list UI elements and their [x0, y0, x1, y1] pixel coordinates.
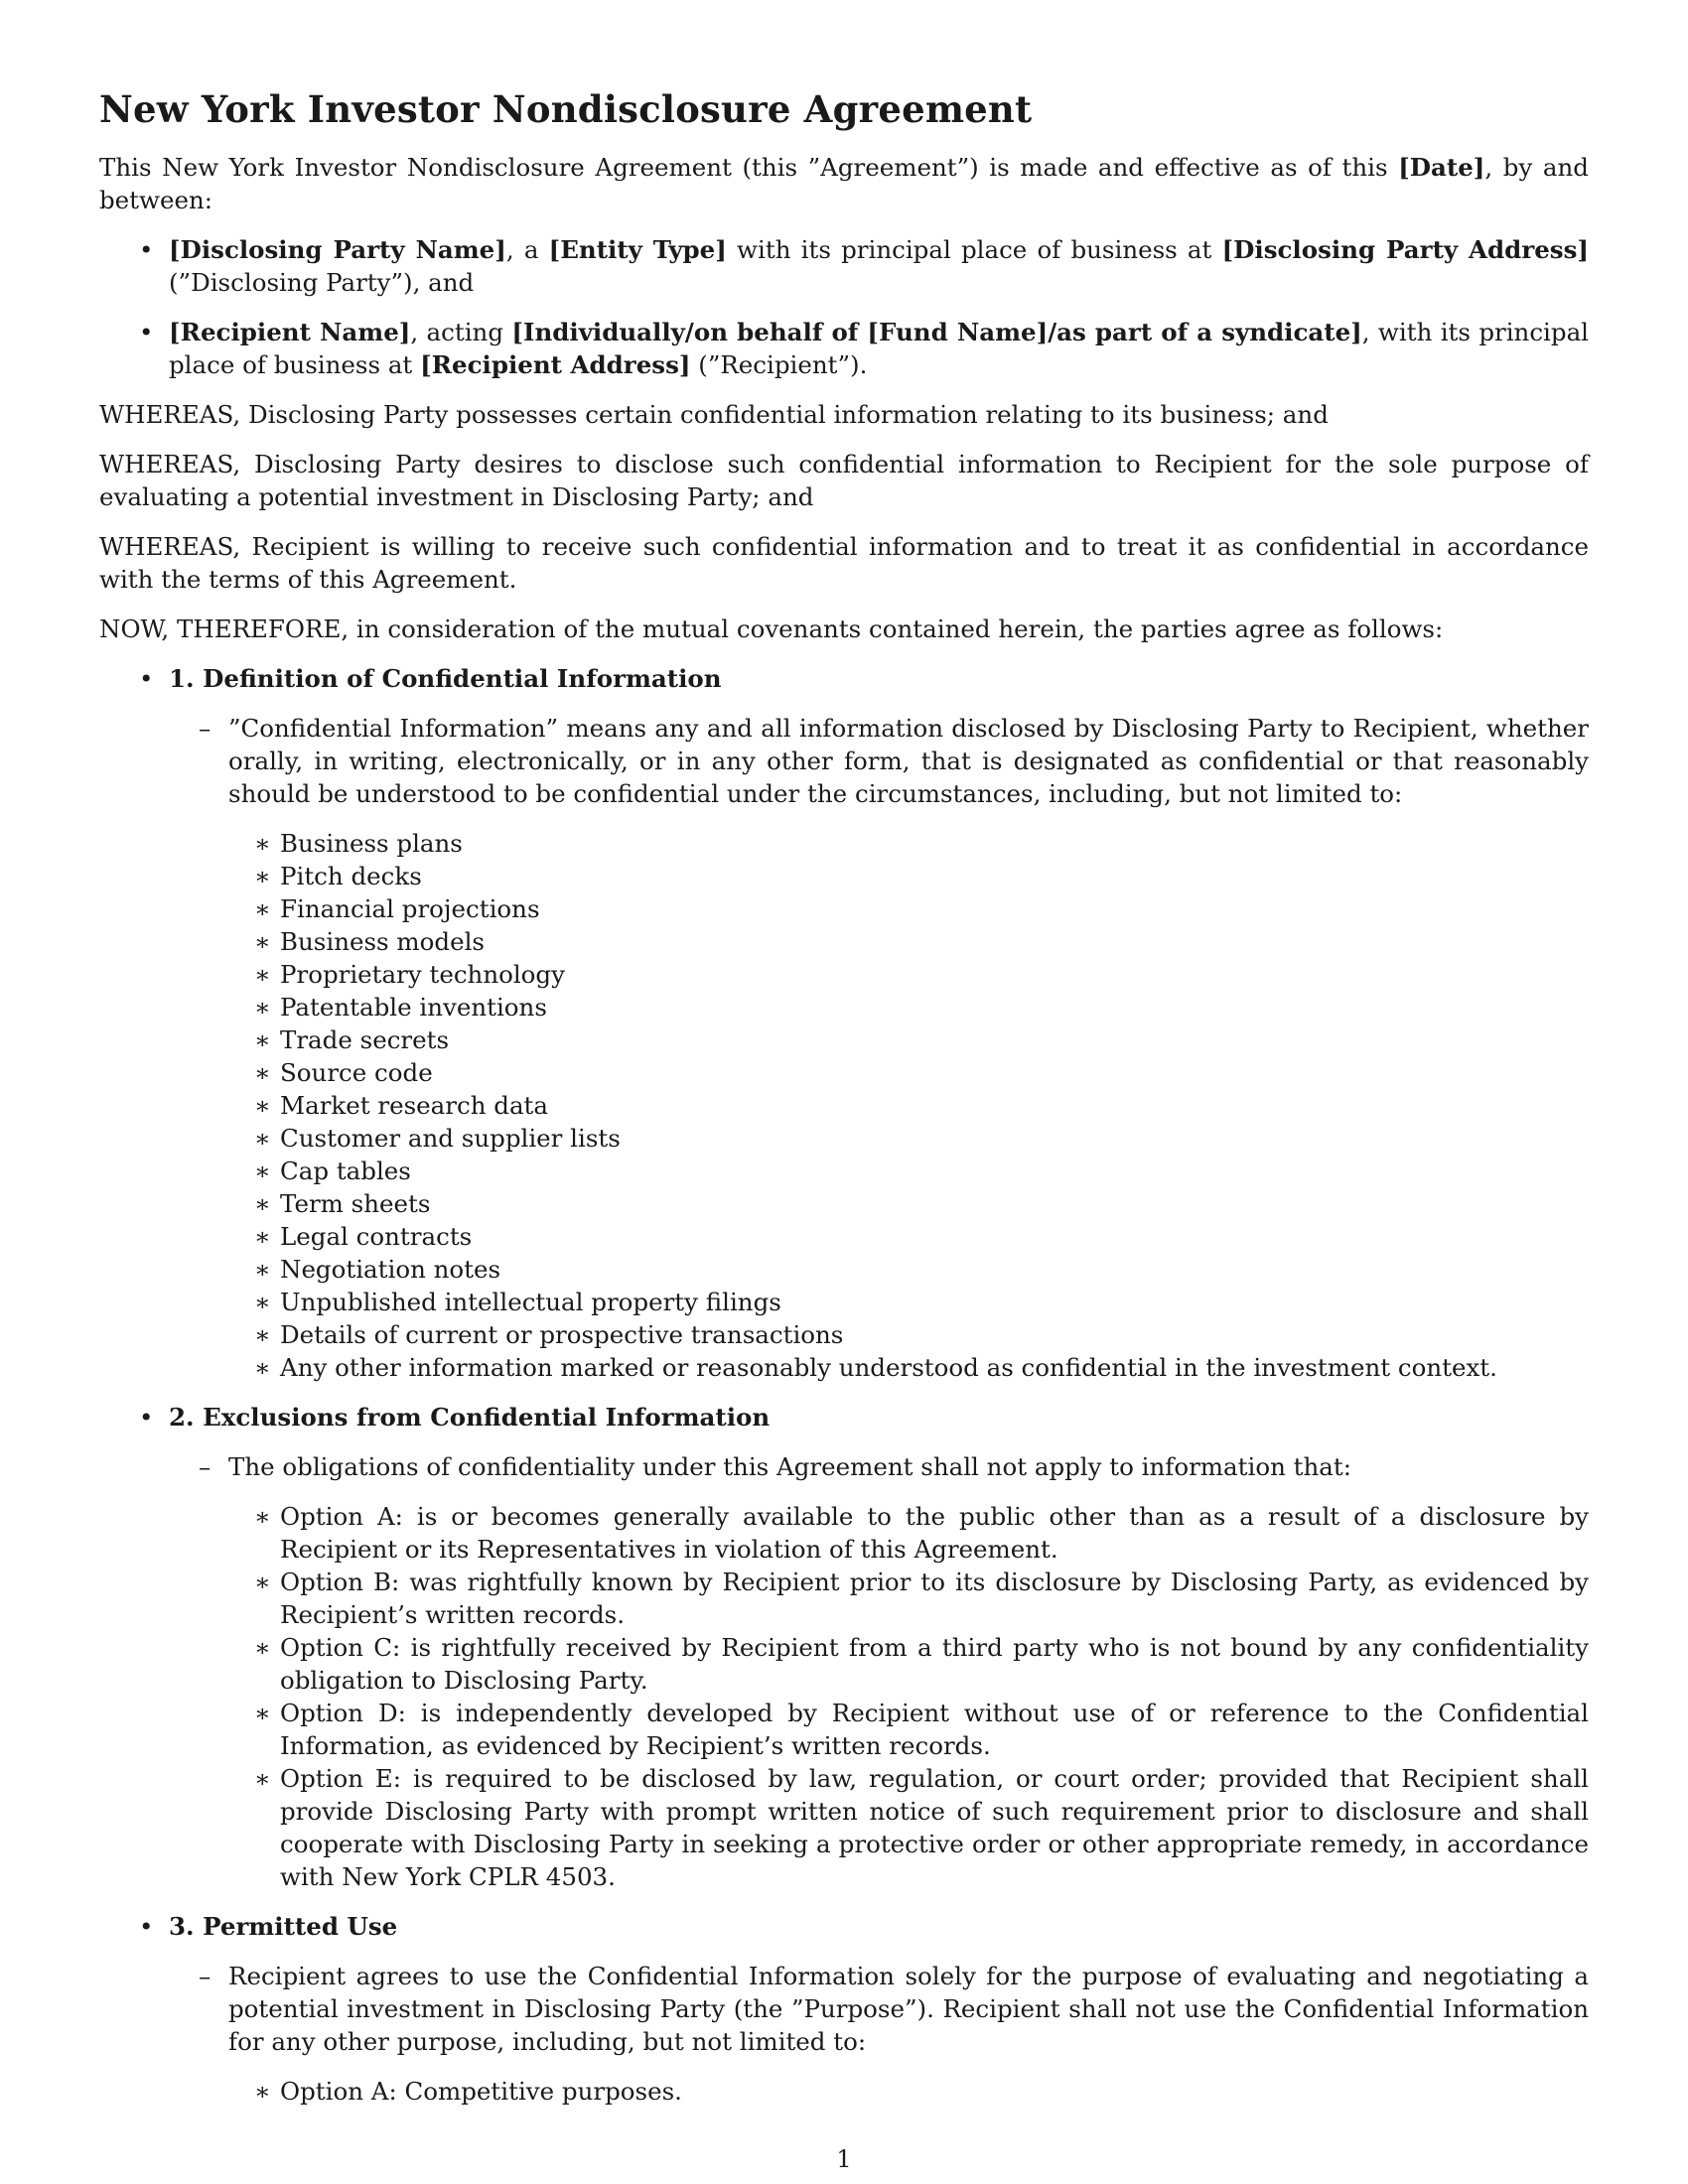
star-marker: ∗ — [254, 927, 271, 956]
star-marker: ∗ — [254, 829, 271, 858]
list-item — [228, 1762, 1589, 1893]
star-marker: ∗ — [254, 1633, 271, 1662]
list-item — [228, 827, 1589, 860]
list-item — [228, 958, 1589, 991]
recital-now-therefore: NOW, THEREFORE, in consideration of the mutual covenants contained herein, the parties agree as follows: — [99, 614, 1444, 643]
star-marker: ∗ — [254, 894, 271, 923]
list-item-text: Business models — [280, 927, 485, 956]
list-item-text: Details of current or prospective transactions — [280, 1320, 844, 1349]
page-number: 1 — [836, 2145, 852, 2173]
list-item-text: Option D: is independently developed by Recipient without use of or reference to the Confidential Information, as evidenced by Recipient’s written records. — [280, 1699, 1589, 1760]
bullet-marker: • — [139, 318, 154, 346]
list-item — [228, 925, 1589, 958]
recipient-name: [Recipient Name] — [169, 318, 411, 346]
list-item-text: Option E: is required to be disclosed by law, regulation, or court order; provided that Recipient shall provide Disclosing Party with prompt written notice of such requirement prior to disclosure and shall cooperate with Disclosing Party in seeking a protective order or other appropriate remedy, in accordance with New York CPLR 4503. — [280, 1764, 1589, 1891]
list-item-text: Option B: was rightfully known by Recipient prior to its disclosure by Disclosing Party, as evidenced by Recipient’s written records. — [280, 1568, 1589, 1629]
party-text: , acting — [410, 318, 512, 346]
recital-3: WHEREAS, Recipient is willing to receive such confidential information and to treat it as confidential in accordance with the terms of this Agreement. — [99, 532, 1589, 594]
section-heading: 3. Permitted Use — [169, 1912, 398, 1941]
list-item-text: Business plans — [280, 829, 463, 858]
list-item — [228, 1697, 1589, 1762]
star-marker: ∗ — [254, 862, 271, 890]
list-item — [228, 1122, 1589, 1155]
list-item-text: Source code — [280, 1058, 433, 1087]
star-marker: ∗ — [254, 1091, 271, 1120]
date-placeholder: [Date] — [1398, 153, 1485, 182]
section-heading: 1. Definition of Confidential Information — [169, 664, 722, 693]
star-marker: ∗ — [254, 1699, 271, 1727]
party-text: , with its principal place of business at — [169, 318, 1590, 379]
list-item — [228, 1253, 1589, 1286]
list-item-text: Option A: Competitive purposes. — [280, 2077, 682, 2106]
intro-text-start: This New York Investor Nondisclosure Agreement (this ”Agreement”) is made and effective as of this — [99, 153, 1399, 182]
list-item — [228, 991, 1589, 1024]
bullet-marker: • — [139, 1912, 154, 1941]
list-item — [228, 1056, 1589, 1089]
disclosing-party-name: [Disclosing Party Name] — [169, 235, 506, 264]
party-text: with its principal place of business at — [726, 235, 1222, 264]
list-item-text: Patentable inventions — [280, 993, 547, 1022]
list-item — [228, 1155, 1589, 1187]
star-marker: ∗ — [254, 1568, 271, 1596]
recipient-capacity: [Individually/on behalf of [Fund Name]/as part of a syndicate] — [511, 318, 1362, 346]
section-text — [169, 712, 1589, 1384]
party-text: , a — [505, 235, 549, 264]
disclosing-party-address: [Disclosing Party Address] — [1221, 235, 1589, 264]
star-marker: ∗ — [254, 1189, 271, 1218]
list-item-text: Market research data — [280, 1091, 549, 1120]
list-item-text: Negotiation notes — [280, 1255, 501, 1284]
document-title: New York Investor Nondisclosure Agreement — [99, 87, 1033, 131]
party-text: (”Disclosing Party”), and — [169, 268, 475, 297]
star-marker: ∗ — [254, 1353, 271, 1382]
section-2 — [99, 1401, 1589, 1893]
intro-paragraph — [99, 151, 1589, 216]
star-marker: ∗ — [254, 2077, 271, 2106]
list-item — [228, 1024, 1589, 1056]
intro-text-end: , by and between: — [99, 153, 1589, 214]
section-body — [169, 1450, 1589, 1893]
list-item-text: Option C: is rightfully received by Recipient from a third party who is not bound by any confidentiality obligation to Disclosing Party. — [280, 1633, 1589, 1695]
section-items — [228, 1500, 1589, 1893]
star-marker: ∗ — [254, 1320, 271, 1349]
bullet-marker: • — [139, 1403, 154, 1432]
sections-list — [99, 662, 1589, 2108]
bullet-marker: • — [139, 235, 154, 264]
section-body — [169, 712, 1589, 1384]
section-3 — [99, 1910, 1589, 2108]
star-marker: ∗ — [254, 1222, 271, 1251]
star-marker: ∗ — [254, 1058, 271, 1087]
entity-type: [Entity Type] — [548, 235, 727, 264]
section-paragraph: Recipient agrees to use the Confidential Information solely for the purpose of evaluating and negotiating a potential investment in Disclosing Party (the ”Purpose”). Recipient shall not use the Confidential Information for any other purpose, including, but not limited to: — [228, 1962, 1589, 2056]
list-item-text: Unpublished intellectual property filings — [280, 1288, 781, 1316]
bullet-marker: • — [139, 664, 154, 693]
star-marker: ∗ — [254, 1255, 271, 1284]
section-heading: 2. Exclusions from Confidential Information — [169, 1403, 771, 1432]
star-marker: ∗ — [254, 1025, 271, 1054]
recital-1: WHEREAS, Disclosing Party possesses certain confidential information relating to its business; and — [99, 400, 1329, 429]
party-disclosing — [99, 233, 1589, 299]
list-item-text: Legal contracts — [280, 1222, 473, 1251]
list-item-text: Option A: is or becomes generally available to the public other than as a result of a disclosure by Recipient or its Representatives in violation of this Agreement. — [280, 1502, 1589, 1564]
list-item — [228, 1187, 1589, 1220]
list-item — [228, 2075, 1589, 2108]
list-item-text: Pitch decks — [280, 862, 422, 890]
list-item-text: Customer and supplier lists — [280, 1124, 621, 1153]
section-body — [169, 1960, 1589, 2108]
list-item-text: Cap tables — [280, 1157, 411, 1185]
list-item-text: Financial projections — [280, 894, 540, 923]
section-items — [228, 827, 1589, 1384]
parties-list — [99, 233, 1589, 381]
star-marker: ∗ — [254, 1502, 271, 1531]
list-item — [228, 1286, 1589, 1318]
dash-marker: – — [199, 1452, 211, 1481]
party-recipient — [99, 316, 1589, 381]
star-marker: ∗ — [254, 1764, 271, 1793]
star-marker: ∗ — [254, 960, 271, 989]
section-paragraph: The obligations of confidentiality under this Agreement shall not apply to information that: — [228, 1452, 1351, 1481]
section-text — [169, 1960, 1589, 2108]
section-items — [228, 2075, 1589, 2108]
list-item — [228, 1318, 1589, 1351]
recital-2: WHEREAS, Disclosing Party desires to disclose such confidential information to Recipient for the sole purpose of evaluating a potential investment in Disclosing Party; and — [99, 450, 1589, 511]
star-marker: ∗ — [254, 1157, 271, 1185]
section-1 — [99, 662, 1589, 1384]
list-item — [228, 860, 1589, 892]
star-marker: ∗ — [254, 1288, 271, 1316]
list-item-text: Trade secrets — [280, 1025, 450, 1054]
list-item-text: Any other information marked or reasonably understood as confidential in the investment context. — [280, 1353, 1497, 1382]
recipient-address: [Recipient Address] — [420, 350, 691, 379]
dash-marker: – — [199, 714, 211, 743]
list-item-text: Term sheets — [280, 1189, 431, 1218]
star-marker: ∗ — [254, 1124, 271, 1153]
list-item — [228, 1631, 1589, 1697]
dash-marker: – — [199, 1962, 211, 1990]
list-item — [228, 1351, 1589, 1384]
list-item — [228, 1566, 1589, 1631]
list-item — [228, 892, 1589, 925]
list-item — [228, 1500, 1589, 1566]
party-text: (”Recipient”). — [690, 350, 868, 379]
star-marker: ∗ — [254, 993, 271, 1022]
list-item — [228, 1220, 1589, 1253]
document-page — [99, 85, 1589, 2124]
list-item — [228, 1089, 1589, 1122]
section-text — [169, 1450, 1589, 1893]
section-paragraph: ”Confidential Information” means any and all information disclosed by Disclosing Party to Recipient, whether orally, in writing, electronically, or in any other form, that is designated as confidential or that reasonably should be understood to be confidential under the circumstances, including, but not limited to: — [228, 714, 1589, 808]
list-item-text: Proprietary technology — [280, 960, 565, 989]
